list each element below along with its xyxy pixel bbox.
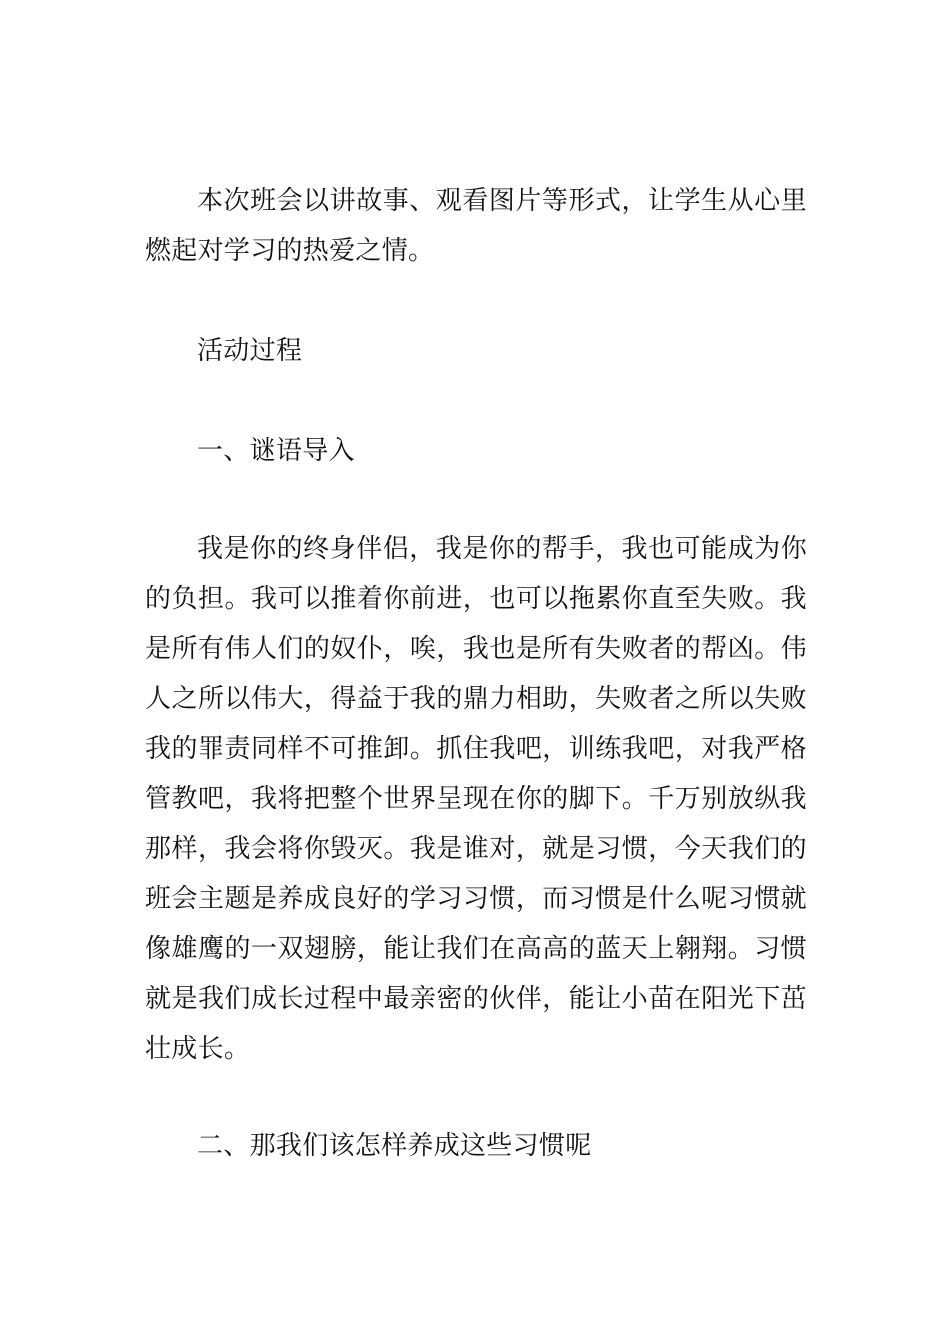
section-heading-riddle-intro: 一、谜语导入	[197, 436, 355, 466]
riddle-paragraph: 我是你的终身伴侣，我是你的帮手，我也可能成为你的负担。我可以推着你前进，也可以拖累你直至失败。我是所有伟人们的奴仆，唉，我也是所有失败者的帮凶。伟人之所以伟大，得益于我的鼎力相助，失败者之所以失败我的罪责同样不可推卸。抓住我吧，训练我吧，对我严格管教吧，我将把整个世界呈现在你的脚下。千万别放纵我那样，我会将你毁灭。我是谁对，就是习惯，今天我们的班会主题是养成良好的学习习惯，而习惯是什么呢习惯就像雄鹰的一双翅膀，能让我们在高高的蓝天上翱翔。习惯就是我们成长过程中最亲密的伙伴，能让小苗在阳光下茁壮成长。	[145, 534, 807, 1064]
section-heading-forming-habits: 二、那我们该怎样养成这些习惯呢	[197, 1131, 592, 1161]
intro-paragraph: 本次班会以讲故事、观看图片等形式，让学生从心里燃起对学习的热爱之情。	[145, 186, 807, 266]
section-heading-activity-process: 活动过程	[197, 336, 303, 366]
